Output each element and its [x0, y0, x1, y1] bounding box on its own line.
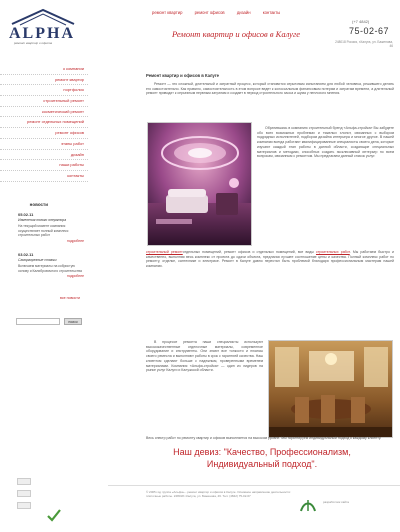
top-nav-design[interactable]: дизайн	[236, 10, 251, 15]
sidebar-item-office-repair[interactable]: ремонт офисов	[0, 128, 88, 139]
sidebar-nav	[0, 64, 88, 182]
sidebar-item-work-stages[interactable]: этапы работ	[0, 139, 88, 150]
interior-photo	[268, 340, 393, 438]
content-paragraph: Ремонт — это сложный, длительный и затратный процесс, который становится серьезным испытанием для любой человека, решившего делать его самостоятельно. Как правило, самостоятельность в этом вопросе ведет к колоссальным финансовым потерям и затратам времени, а длительный ремонт приводит к серьезным нервным затратам и создает в период строительного хаоса и шума у неплохого мнения.	[146, 82, 394, 96]
paragraph-text: отдельных помещений, ремонт офисов и отдельных помещений, все виды	[182, 250, 316, 254]
header-slogan: Ремонт квартир и офисов в Калуге	[171, 29, 301, 39]
interior-photo	[147, 122, 252, 246]
news-date: 05.02.11	[18, 212, 34, 217]
counter-badge[interactable]	[17, 502, 31, 509]
sidebar-item-our-works[interactable]: наши работы	[0, 160, 88, 171]
developer-credit[interactable]: разработчик сайта	[323, 500, 349, 504]
content-paragraph: Обратившись в компанию строительный бренд «Альфа-стройка» Вы забудете обо всех возможных проблемах и тяжелых хлопот, связанных с выбором подрядных исполнителей, подбором дизайна интерьера и многое другое. В нашей компании всегда работают квалифицированные специалисты своего дела, которые изучают каждый этап работы в данной области, создающие специальных материалов и методики, способных создать эксклюзивный интерьер по всем вопросам, связанным с ремонтом. Мы предлагаем данный список услуг:	[257, 126, 394, 159]
all-news-link[interactable]: все новости	[60, 296, 80, 300]
content-paragraph: Весь спектр работ по ремонту квартир и офисов выполняется на высоком уровне. Мы гарантируем индивидуальный подход к каждому клиенту.	[146, 436, 382, 440]
sidebar-item-room-repair[interactable]: ремонт отдельных помещений	[0, 117, 88, 128]
content-paragraph: В процессе ремонта наши специалисты используют высококачественные отделочные материалы, современное оборудование и инструменты. Они знают все тонкости и нюансы своего ремесла и выполняют работы в срок с гарантией качества. Наш клиентом сделают больше с надежным, проверенными временем материалами. Компания «Альфа-стройка» — один из лидеров на рынке услуг Калуги и Калужской области.	[146, 340, 263, 373]
sidebar-item-about[interactable]: о компании	[0, 64, 88, 75]
phone-code: (+7 4842)	[352, 19, 370, 24]
sidebar-item-portfolio[interactable]: портфолио	[0, 85, 88, 96]
top-nav	[152, 10, 291, 16]
news-item	[18, 212, 84, 243]
top-nav-apartments[interactable]: ремонт квартир	[152, 10, 183, 15]
news-more-link[interactable]: подробнее	[67, 274, 84, 279]
news-heading: новости	[29, 202, 48, 207]
footer-text: © 2005 год группа «Альфа» - ремонт квартир и офисов в Калуге. Основное направление деятельности: плиточные работы. 248018 г.Калуга, ул. Баженова, 46. Тел: (4842) 75-02-67	[146, 490, 291, 499]
news-item	[18, 252, 84, 279]
link-construction-repair[interactable]: строительный ремонт	[146, 250, 183, 254]
logo[interactable]	[6, 8, 84, 45]
interior-photo-image	[269, 341, 393, 438]
content-title: Ремонт квартир и офисов в Калуге	[146, 73, 219, 78]
sidebar-item-design[interactable]: дизайн	[0, 150, 88, 161]
sidebar-item-construction-repair[interactable]: строительный ремонт	[0, 96, 88, 107]
header-address: 248018 Россия, г.Калуга, ул. Баженова, 46	[335, 40, 393, 49]
news-date: 03.02.11	[18, 252, 34, 257]
counter-badge[interactable]	[17, 478, 31, 485]
sidebar-item-contacts[interactable]: контакты	[0, 171, 88, 182]
checkmark-icon	[46, 508, 62, 522]
news-headline[interactable]: Саморазрезные стяжки	[18, 258, 57, 263]
interior-photo-image	[148, 123, 252, 246]
search-button[interactable]: поиск	[64, 318, 82, 325]
counter-badge[interactable]	[17, 490, 31, 497]
left-column	[0, 0, 90, 532]
footer-divider	[108, 485, 400, 486]
top-nav-contacts[interactable]: контакты	[262, 10, 281, 15]
logo-tagline: ремонт квартир и офисов	[14, 41, 53, 45]
motto: Наш девиз: "Качество, Профессионализм, Индивидуальный подход".	[173, 447, 351, 469]
logo-wordmark: ALPHA	[9, 25, 75, 42]
paragraph-text: . Мы работаем быстро и качественно, выполняя весь комплекс от проекта до сдачи объекта, предлагая лучшее соотношение цены и качества. Полный комплекс работ по ремонту, отделке, сантехнике и электрике. Ремонт в Калуге давно перестал быть проблемой благодаря профессиональным мастерам нашей компании.	[146, 250, 394, 269]
news-more-link[interactable]: подробнее	[67, 238, 84, 243]
news-text: Включаем материалы на кобристую основу и Калибровочного строительства	[18, 263, 82, 273]
developer-logo-icon[interactable]	[298, 497, 318, 515]
content-paragraph	[146, 250, 394, 269]
phone-number: 75-02-67	[349, 26, 390, 36]
link-construction-works[interactable]: строительных работ	[315, 250, 350, 254]
sidebar-item-cosmetic-repair[interactable]: косметический ремонт	[0, 107, 88, 118]
search-input[interactable]	[16, 318, 60, 325]
sidebar-item-apartment-repair[interactable]: ремонт квартир	[0, 75, 88, 86]
news-headline[interactable]: Изменения нового оператора	[18, 218, 67, 223]
news-text: На текущий момент компания осуществляет полный комплекс строительных работ	[18, 223, 69, 238]
top-nav-offices[interactable]: ремонт офисов	[194, 10, 225, 15]
search-form	[16, 318, 88, 326]
